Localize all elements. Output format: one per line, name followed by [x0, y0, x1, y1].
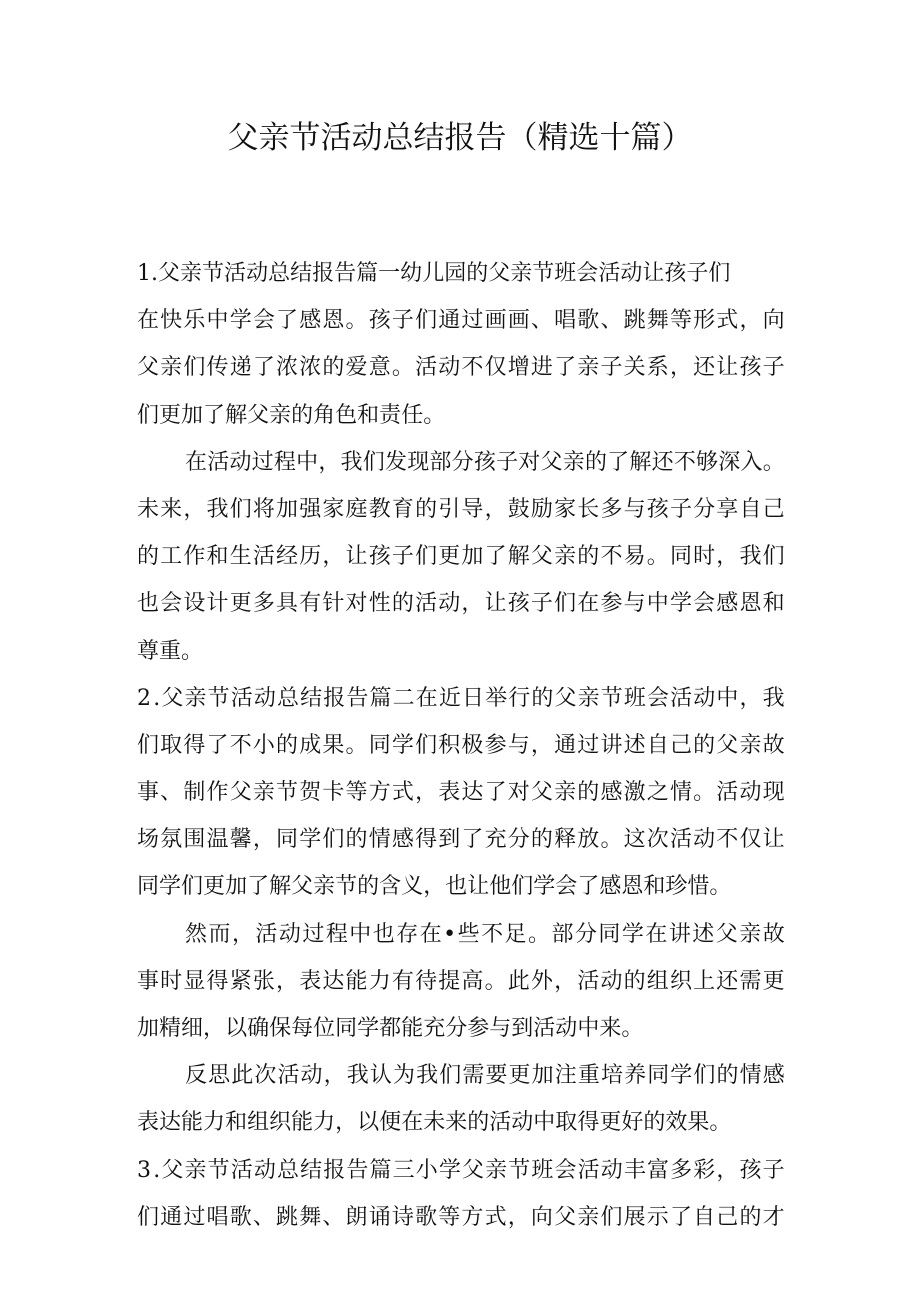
text-line: 的 工 作 和 生 活 经 历 ， 让 孩 子 们 更 加 了 解 父 亲 的 不 易 。 同 时 ， 我 们	[137, 544, 785, 570]
text-line: 3 . 父 亲 节 活 动 总 结 报 告 篇 三 小 学 父 亲 节 班 会 活 动 丰 富 多 彩 ， 孩 子	[137, 1157, 785, 1183]
text-line: 表 达 能 力 和 组 织 能 力 ， 以 便 在 未 来 的 活 动 中 取 得 更 好 的 效 果 。	[137, 1110, 732, 1136]
text-line: 父 亲 们 传 递 了 浓 浓 的 爱 意 。 活 动 不 仅 增 进 了 亲 子 关 系 ， 还 让 孩 子	[137, 355, 785, 381]
text-line: 1 . 父 亲 节 活 动 总 结 报 告 篇 一 幼 儿 园 的 父 亲 节 班 会 活 动 让 孩 子 们	[137, 261, 731, 286]
text-line: 们 更 加 了 解 父 亲 的 角 色 和 责 任 。	[137, 402, 446, 428]
text-line: 2 . 父 亲 节 活 动 总 结 报 告 篇 二 在 近 日 举 行 的 父 亲 节 班 会 活 动 中 ， 我	[137, 685, 785, 711]
text-line: 同 学 们 更 加 了 解 父 亲 节 的 含 义 ， 也 让 他 们 学 会 了 感 恩 和 珍 惜 。	[137, 874, 732, 900]
text-line: 事 时 显 得 紧 张 ， 表 达 能 力 有 待 提 高 。 此 外 ， 活 动 的 组 织 上 还 需 更	[137, 968, 785, 994]
document-title: 父亲节活动总结报告（精选十篇）	[227, 120, 693, 156]
text-line: 事 、 制 作 父 亲 节 贺 卡 等 方 式 ， 表 达 了 对 父 亲 的 感 激 之 情 。 活 动 现	[137, 780, 785, 806]
text-line: 然 而 ， 活 动 过 程 中 也 存 在 • 些 不 足 。 部 分 同 学 在 讲 述 父 亲 故	[185, 921, 785, 947]
document-body	[137, 250, 785, 1241]
text-line: 反 思 此 次 活 动 ， 我 认 为 我 们 需 要 更 加 注 重 培 养 同 学 们 的 情 感	[185, 1063, 785, 1089]
text-line: 未 来 ， 我 们 将 加 强 家 庭 教 育 的 引 导 ， 鼓 励 家 长 多 与 孩 子 分 享 自 己	[137, 496, 785, 522]
text-line: 尊 重 。	[137, 638, 204, 664]
text-line: 也 会 设 计 更 多 具 有 针 对 性 的 活 动 ， 让 孩 子 们 在 参 与 中 学 会 感 恩 和	[137, 591, 785, 617]
text-line: 加 精 细 ， 以 确 保 每 位 同 学 都 能 充 分 参 与 到 活 动 中 来 。	[137, 1016, 644, 1041]
text-line: 场 氛 围 温 馨 ， 同 学 们 的 情 感 得 到 了 充 分 的 释 放 。 这 次 活 动 不 仅 让	[137, 827, 785, 853]
text-line: 们 通 过 唱 歌 、 跳 舞 、 朗 诵 诗 歌 等 方 式 ， 向 父 亲 们 展 示 了 自 己 的 才	[137, 1204, 785, 1230]
text-line: 们 取 得 了 不 小 的 成 果 。 同 学 们 积 极 参 与 ， 通 过 讲 述 自 己 的 父 亲 故	[137, 732, 785, 758]
text-line: 在 快 乐 中 学 会 了 感 恩 。 孩 子 们 通 过 画 画 、 唱 歌 、 跳 舞 等 形 式 ， 向	[137, 308, 785, 334]
text-line: 在 活 动 过 程 中 ， 我 们 发 现 部 分 孩 子 对 父 亲 的 了 解 还 不 够 深 入 。	[185, 449, 785, 475]
